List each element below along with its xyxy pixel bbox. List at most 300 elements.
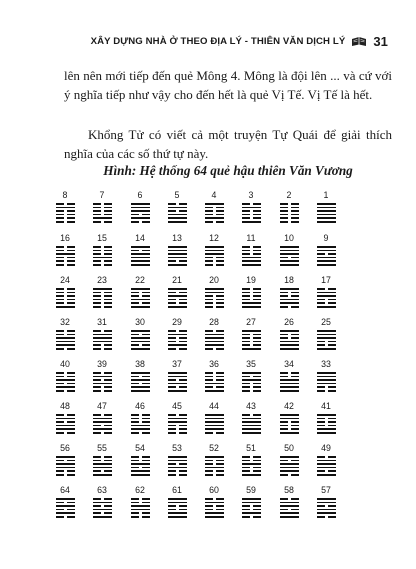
- yin-line: [56, 376, 75, 378]
- hexagram-number: 12: [209, 233, 219, 243]
- yin-line: [242, 376, 261, 378]
- yang-line: [317, 498, 336, 500]
- yang-line: [280, 467, 299, 469]
- yang-line: [242, 512, 261, 514]
- hexagram-number: 26: [284, 317, 294, 327]
- yang-line: [317, 210, 336, 212]
- yin-line: [317, 344, 336, 346]
- yin-line: [56, 217, 75, 219]
- yin-line: [242, 386, 261, 388]
- yang-line: [168, 467, 187, 469]
- yang-line: [280, 386, 299, 388]
- yin-line: [56, 460, 75, 462]
- yin-line: [93, 221, 112, 223]
- yang-line: [168, 418, 187, 420]
- yin-line: [93, 390, 112, 392]
- yang-line: [205, 414, 224, 416]
- yin-line: [205, 474, 224, 476]
- yin-line: [168, 432, 187, 434]
- yang-line: [93, 341, 112, 343]
- hexagram-number: 23: [97, 275, 107, 285]
- yin-line: [242, 299, 261, 301]
- yin-line: [205, 299, 224, 301]
- yin-line: [205, 463, 224, 465]
- yin-line: [317, 421, 336, 423]
- yin-line: [131, 334, 150, 336]
- yang-line: [56, 418, 75, 420]
- yin-line: [168, 302, 187, 304]
- yang-line: [168, 383, 187, 385]
- yang-line: [56, 428, 75, 430]
- yang-line: [280, 260, 299, 262]
- yang-line: [131, 288, 150, 290]
- yang-line: [93, 467, 112, 469]
- yin-line: [242, 334, 261, 336]
- yin-line: [205, 260, 224, 262]
- yin-line: [131, 460, 150, 462]
- yang-line: [317, 214, 336, 216]
- hexagram-number: 18: [284, 275, 294, 285]
- yang-line: [93, 337, 112, 339]
- yin-line: [56, 421, 75, 423]
- yang-line: [205, 203, 224, 205]
- yang-line: [131, 348, 150, 350]
- yin-line: [56, 250, 75, 252]
- yin-line: [93, 246, 112, 248]
- hexagram-number: 8: [62, 190, 68, 200]
- hexagram-number: 17: [321, 275, 331, 285]
- yang-line: [280, 390, 299, 392]
- yin-line: [280, 509, 299, 511]
- yang-line: [317, 250, 336, 252]
- yin-line: [93, 210, 112, 212]
- yang-line: [168, 372, 187, 374]
- yang-line: [168, 460, 187, 462]
- hexagram-number: 54: [135, 443, 145, 453]
- yin-line: [168, 337, 187, 339]
- yang-line: [131, 210, 150, 212]
- yang-line: [317, 221, 336, 223]
- yang-line: [93, 421, 112, 423]
- yin-line: [317, 505, 336, 507]
- yang-line: [168, 334, 187, 336]
- yang-line: [131, 299, 150, 301]
- hexagram-number: 2: [286, 190, 292, 200]
- yang-line: [93, 428, 112, 430]
- yang-line: [56, 306, 75, 308]
- yin-line: [56, 295, 75, 297]
- yin-line: [93, 299, 112, 301]
- yang-line: [168, 516, 187, 518]
- yin-line: [93, 306, 112, 308]
- yang-line: [131, 474, 150, 476]
- yin-line: [242, 337, 261, 339]
- hexagram-number: 38: [135, 359, 145, 369]
- yin-line: [56, 264, 75, 266]
- yang-line: [280, 414, 299, 416]
- yang-line: [317, 306, 336, 308]
- yin-line: [168, 292, 187, 294]
- yang-line: [280, 383, 299, 385]
- yin-line: [56, 246, 75, 248]
- hexagram-number: 37: [172, 359, 182, 369]
- yin-line: [168, 203, 187, 205]
- yin-line: [131, 376, 150, 378]
- yang-line: [205, 467, 224, 469]
- yang-line: [205, 344, 224, 346]
- yang-line: [242, 421, 261, 423]
- hexagram-number: 31: [97, 317, 107, 327]
- yin-line: [205, 210, 224, 212]
- yin-line: [317, 418, 336, 420]
- yang-line: [131, 337, 150, 339]
- yin-line: [56, 348, 75, 350]
- hexagram-number: 62: [135, 485, 145, 495]
- hexagram-number: 34: [284, 359, 294, 369]
- yang-line: [280, 348, 299, 350]
- yin-line: [56, 470, 75, 472]
- hexagram-number: 4: [211, 190, 217, 200]
- yin-line: [131, 512, 150, 514]
- yang-line: [317, 474, 336, 476]
- yang-line: [205, 390, 224, 392]
- yang-line: [242, 306, 261, 308]
- yang-line: [242, 257, 261, 259]
- yin-line: [168, 425, 187, 427]
- yang-line: [131, 306, 150, 308]
- yang-line: [168, 295, 187, 297]
- yin-line: [131, 295, 150, 297]
- yin-line: [205, 306, 224, 308]
- yang-line: [56, 512, 75, 514]
- yang-line: [317, 372, 336, 374]
- yang-line: [317, 348, 336, 350]
- hexagram-number: 7: [99, 190, 105, 200]
- yang-line: [317, 414, 336, 416]
- yin-line: [205, 379, 224, 381]
- yin-line: [56, 509, 75, 511]
- yin-line: [280, 334, 299, 336]
- yin-line: [205, 460, 224, 462]
- yang-line: [242, 260, 261, 262]
- yang-line: [56, 505, 75, 507]
- yang-line: [131, 253, 150, 255]
- yang-line: [131, 217, 150, 219]
- yin-line: [56, 203, 75, 205]
- yang-line: [168, 512, 187, 514]
- yang-line: [205, 337, 224, 339]
- yang-line: [168, 246, 187, 248]
- yang-line: [168, 217, 187, 219]
- yin-line: [205, 376, 224, 378]
- yin-line: [93, 207, 112, 209]
- yin-line: [93, 460, 112, 462]
- yin-line: [168, 509, 187, 511]
- yin-line: [93, 295, 112, 297]
- yang-line: [242, 428, 261, 430]
- hexagram-number: 22: [135, 275, 145, 285]
- yin-line: [317, 386, 336, 388]
- yin-line: [205, 498, 224, 500]
- yin-line: [242, 288, 261, 290]
- yang-line: [168, 264, 187, 266]
- yin-line: [56, 432, 75, 434]
- hexagram-number: 42: [284, 401, 294, 411]
- yang-line: [242, 372, 261, 374]
- hexagram-number: 11: [246, 233, 256, 243]
- yang-line: [168, 257, 187, 259]
- page-number: 31: [373, 33, 388, 49]
- hexagram-number: 52: [209, 443, 219, 453]
- yin-line: [168, 330, 187, 332]
- yin-line: [56, 330, 75, 332]
- yang-line: [131, 463, 150, 465]
- yang-line: [242, 474, 261, 476]
- figure-caption: Hình: Hệ thống 64 quẻ hậu thiên Văn Vương: [103, 163, 353, 178]
- yin-line: [93, 379, 112, 381]
- yang-line: [168, 288, 187, 290]
- yang-line: [317, 463, 336, 465]
- yang-line: [205, 341, 224, 343]
- yang-line: [280, 470, 299, 472]
- yin-line: [242, 470, 261, 472]
- yin-line: [93, 386, 112, 388]
- yang-line: [168, 253, 187, 255]
- hexagram-number: 55: [97, 443, 107, 453]
- yang-line: [242, 425, 261, 427]
- yin-line: [168, 470, 187, 472]
- yang-line: [131, 470, 150, 472]
- yang-line: [168, 250, 187, 252]
- yin-line: [242, 460, 261, 462]
- yin-line: [168, 386, 187, 388]
- yang-line: [56, 386, 75, 388]
- yin-line: [56, 474, 75, 476]
- yang-line: [280, 344, 299, 346]
- yin-line: [168, 463, 187, 465]
- yin-line: [93, 330, 112, 332]
- yin-line: [280, 295, 299, 297]
- yin-line: [205, 470, 224, 472]
- hexagram-number: 10: [284, 233, 294, 243]
- yang-line: [317, 512, 336, 514]
- yin-line: [280, 214, 299, 216]
- yang-line: [56, 463, 75, 465]
- yin-line: [317, 470, 336, 472]
- yang-line: [280, 288, 299, 290]
- yang-line: [93, 516, 112, 518]
- yang-line: [280, 341, 299, 343]
- yin-line: [56, 299, 75, 301]
- yin-line: [205, 432, 224, 434]
- yin-line: [205, 257, 224, 259]
- yang-line: [242, 348, 261, 350]
- yin-line: [56, 288, 75, 290]
- yang-line: [131, 390, 150, 392]
- yang-line: [317, 432, 336, 434]
- yang-line: [317, 203, 336, 205]
- yang-line: [131, 379, 150, 381]
- yin-line: [280, 337, 299, 339]
- hexagram-number: 36: [209, 359, 219, 369]
- yin-line: [242, 246, 261, 248]
- yang-line: [280, 505, 299, 507]
- yin-line: [56, 214, 75, 216]
- yang-line: [317, 502, 336, 504]
- yang-line: [205, 512, 224, 514]
- yang-line: [205, 383, 224, 385]
- yin-line: [205, 207, 224, 209]
- yang-line: [205, 217, 224, 219]
- yang-line: [56, 467, 75, 469]
- yang-line: [317, 509, 336, 511]
- yang-line: [317, 467, 336, 469]
- yin-line: [205, 302, 224, 304]
- yang-line: [280, 250, 299, 252]
- yang-line: [93, 418, 112, 420]
- yang-line: [205, 425, 224, 427]
- yang-line: [280, 502, 299, 504]
- yin-line: [131, 221, 150, 223]
- yin-line: [131, 498, 150, 500]
- yin-line: [317, 390, 336, 392]
- yin-line: [56, 260, 75, 262]
- yang-line: [168, 344, 187, 346]
- yin-line: [131, 414, 150, 416]
- yin-line: [317, 341, 336, 343]
- yang-line: [242, 207, 261, 209]
- yin-line: [317, 253, 336, 255]
- yin-line: [93, 214, 112, 216]
- yin-line: [317, 425, 336, 427]
- yin-line: [131, 432, 150, 434]
- yin-line: [168, 210, 187, 212]
- yin-line: [280, 428, 299, 430]
- yang-line: [168, 214, 187, 216]
- yin-line: [56, 516, 75, 518]
- yin-line: [56, 383, 75, 385]
- yin-line: [280, 217, 299, 219]
- yang-line: [93, 463, 112, 465]
- yang-line: [280, 516, 299, 518]
- hexagram-number: 28: [209, 317, 219, 327]
- yang-line: [280, 330, 299, 332]
- yang-line: [317, 376, 336, 378]
- yang-line: [93, 217, 112, 219]
- yang-line: [168, 207, 187, 209]
- yin-line: [242, 414, 261, 416]
- yin-line: [242, 383, 261, 385]
- yin-line: [168, 299, 187, 301]
- yin-line: [56, 334, 75, 336]
- yin-line: [168, 474, 187, 476]
- hexagram-number: 44: [209, 401, 219, 411]
- yin-line: [205, 295, 224, 297]
- yang-line: [205, 253, 224, 255]
- yang-line: [93, 288, 112, 290]
- yang-line: [168, 221, 187, 223]
- yin-line: [205, 386, 224, 388]
- yin-line: [93, 264, 112, 266]
- yin-line: [168, 341, 187, 343]
- yang-line: [131, 372, 150, 374]
- yang-line: [317, 383, 336, 385]
- yang-line: [131, 207, 150, 209]
- hexagram-number: 39: [97, 359, 107, 369]
- yang-line: [317, 217, 336, 219]
- yin-line: [280, 372, 299, 374]
- yang-line: [131, 509, 150, 511]
- yang-line: [280, 418, 299, 420]
- yang-line: [280, 379, 299, 381]
- yang-line: [205, 418, 224, 420]
- yang-line: [168, 376, 187, 378]
- yin-line: [242, 217, 261, 219]
- hexagram-number: 33: [321, 359, 331, 369]
- yang-line: [131, 264, 150, 266]
- yin-line: [205, 264, 224, 266]
- yin-line: [93, 432, 112, 434]
- yin-line: [242, 253, 261, 255]
- hexagram-number: 60: [209, 485, 219, 495]
- hexagram-number: 25: [321, 317, 331, 327]
- hexagram-number: 14: [135, 233, 145, 243]
- yang-line: [56, 456, 75, 458]
- yin-line: [168, 348, 187, 350]
- hexagram-number: 32: [60, 317, 70, 327]
- hexagram-number: 35: [246, 359, 256, 369]
- yin-line: [131, 421, 150, 423]
- yin-line: [56, 372, 75, 374]
- yin-line: [280, 221, 299, 223]
- hexagram-number: 19: [246, 275, 256, 285]
- yin-line: [280, 425, 299, 427]
- yang-line: [317, 330, 336, 332]
- yang-line: [317, 428, 336, 430]
- yin-line: [131, 456, 150, 458]
- yang-line: [280, 246, 299, 248]
- yang-line: [280, 253, 299, 255]
- yin-line: [93, 372, 112, 374]
- yin-line: [242, 505, 261, 507]
- yin-line: [317, 456, 336, 458]
- hexagram-number: 21: [172, 275, 182, 285]
- yang-line: [280, 299, 299, 301]
- hexagram-number: 43: [246, 401, 256, 411]
- yang-line: [242, 379, 261, 381]
- yin-line: [56, 292, 75, 294]
- yang-line: [131, 330, 150, 332]
- yang-line: [317, 292, 336, 294]
- hexagram-number: 58: [284, 485, 294, 495]
- yang-line: [317, 337, 336, 339]
- yang-line: [242, 330, 261, 332]
- hexagram-number: 20: [209, 275, 219, 285]
- yin-line: [93, 505, 112, 507]
- yin-line: [93, 498, 112, 500]
- yin-line: [131, 214, 150, 216]
- yang-line: [93, 334, 112, 336]
- hexagram-number: 45: [172, 401, 182, 411]
- yang-line: [280, 264, 299, 266]
- yin-line: [93, 512, 112, 514]
- hexagram-number: 5: [174, 190, 180, 200]
- yin-line: [168, 379, 187, 381]
- hexagram-number: 3: [248, 190, 254, 200]
- yin-line: [205, 330, 224, 332]
- yang-line: [280, 432, 299, 434]
- hexagram-number: 63: [97, 485, 107, 495]
